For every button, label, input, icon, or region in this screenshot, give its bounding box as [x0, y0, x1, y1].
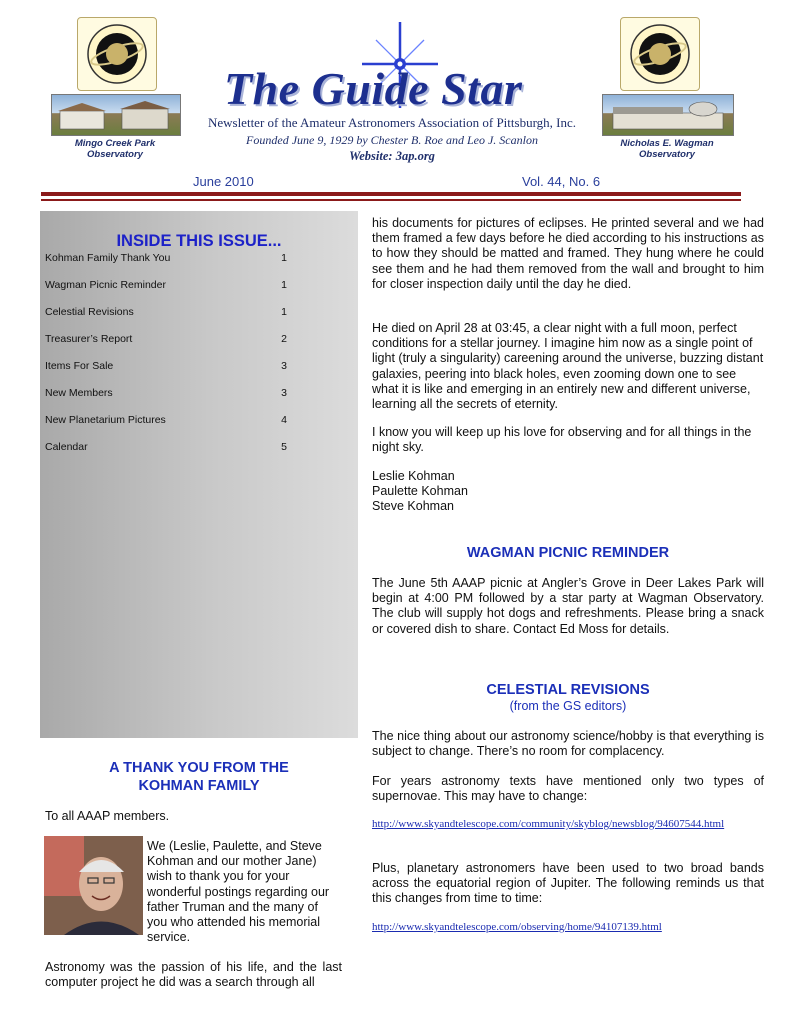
thank-you-heading: A THANK YOU FROM THE KOHMAN FAMILY	[109, 760, 289, 794]
signatures: Leslie Kohman Paulette Kohman Steve Kohman	[372, 469, 468, 514]
toc-item: Calendar 5	[45, 441, 287, 453]
mingo-creek-observatory-photo	[51, 94, 181, 136]
masthead-rule-thick	[41, 192, 741, 196]
picnic-heading: WAGMAN PICNIC REMINDER	[466, 545, 670, 561]
toc-item: Treasurer’s Report 2	[45, 333, 287, 345]
toc-item: Items For Sale 3	[45, 360, 287, 372]
celestial-byline: (from the GS editors)	[509, 699, 627, 713]
picnic-body: The June 5th AAAP picnic at Angler’s Grove in Deer Lakes Park will begin at 4:00 PM followed by a star party at Wagman Observatory. The club will supply hot dogs and refreshments. Please bring a snack or covered dish to share. Contact Ed Moss for details.	[372, 576, 764, 636]
thank-you-paragraph-2: Astronomy was the passion of his life, and the last computer project he did was a search through all	[45, 960, 342, 990]
thank-you-salutation: To all AAAP members.	[45, 809, 170, 823]
truman-kohman-photo	[44, 836, 143, 935]
aaap-seal-right	[620, 17, 700, 91]
toc-item: New Planetarium Pictures 4	[45, 414, 287, 426]
celestial-paragraph-1: The nice thing about our astronomy science/hobby is that everything is subject to change. There’s no room for complacency.	[372, 729, 764, 759]
inside-this-issue-box	[40, 211, 358, 738]
wagman-observatory-photo	[602, 94, 734, 136]
toc-item: New Members 3	[45, 387, 287, 399]
website-line: Website: 3ap.org	[349, 149, 435, 163]
supernovae-link[interactable]: http://www.skyandtelescope.com/community/skyblog/newsblog/94607544.html	[372, 818, 725, 830]
thank-you-paragraph-4: I know you will keep up his love for observing and for all things in the night sky.	[372, 425, 752, 455]
toc-item: Kohman Family Thank You 1	[45, 252, 287, 264]
toc-item: Celestial Revisions 1	[45, 306, 287, 318]
thank-you-paragraph-3: He died on April 28 at 03:45, a clear night with a full moon, perfect conditions for a stellar journey. I imagine him now as a single point of light (truly a singularity) careening around the universe, buzzing distant galaxies, peering into black holes, even zooming down one to see what it is like and emerging in an entirely new and different universe, learning all the secrets of eternity.	[372, 321, 764, 412]
newsletter-title: The Guide Star	[224, 63, 523, 114]
jupiter-link[interactable]: http://www.skyandtelescope.com/observing/home/94107139.html	[372, 921, 662, 933]
issue-volume: Vol. 44, No. 6	[522, 174, 601, 189]
toc-item: Wagman Picnic Reminder 1	[45, 279, 287, 291]
thank-you-wrap-text: We (Leslie, Paulette, and Steve Kohman and our mother Jane) wish to thank you for your wonderful postings regarding our father Truman and the many of you who attended his memorial service.	[147, 839, 330, 945]
right-observatory-caption: Nicholas E. Wagman Observatory	[620, 138, 714, 160]
celestial-heading: CELESTIAL REVISIONS	[486, 682, 650, 698]
saturn-seal-icon	[627, 23, 693, 85]
issue-date: June 2010	[193, 174, 254, 189]
newsletter-subtitle: Newsletter of the Amateur Astronomers Association of Pittsburgh, Inc.	[207, 115, 577, 130]
masthead-rule-thin	[41, 199, 741, 201]
left-observatory-caption: Mingo Creek Park Observatory	[74, 138, 156, 160]
toc-title: INSIDE THIS ISSUE...	[116, 232, 282, 250]
celestial-paragraph-2: For years astronomy texts have mentioned only two types of supernovae. This may have to change:	[372, 774, 764, 804]
portrait-icon	[44, 836, 143, 935]
aaap-seal-left	[77, 17, 157, 91]
thank-you-continued: his documents for pictures of eclipses. He printed several and we had them framed a few days before he died according to his instructions as to how they should be matted and framed. They hung where he could see them and he had them removed from the wall and brought to him for closer inspection daily until the day he died.	[372, 216, 764, 291]
founding-line: Founded June 9, 1929 by Chester B. Roe and Leo J. Scanlon	[246, 133, 538, 147]
saturn-seal-icon	[84, 23, 150, 85]
celestial-paragraph-3: Plus, planetary astronomers have been used to two broad bands across the equatorial region of Jupiter. The following reminds us that this changes from time to time:	[372, 861, 764, 906]
